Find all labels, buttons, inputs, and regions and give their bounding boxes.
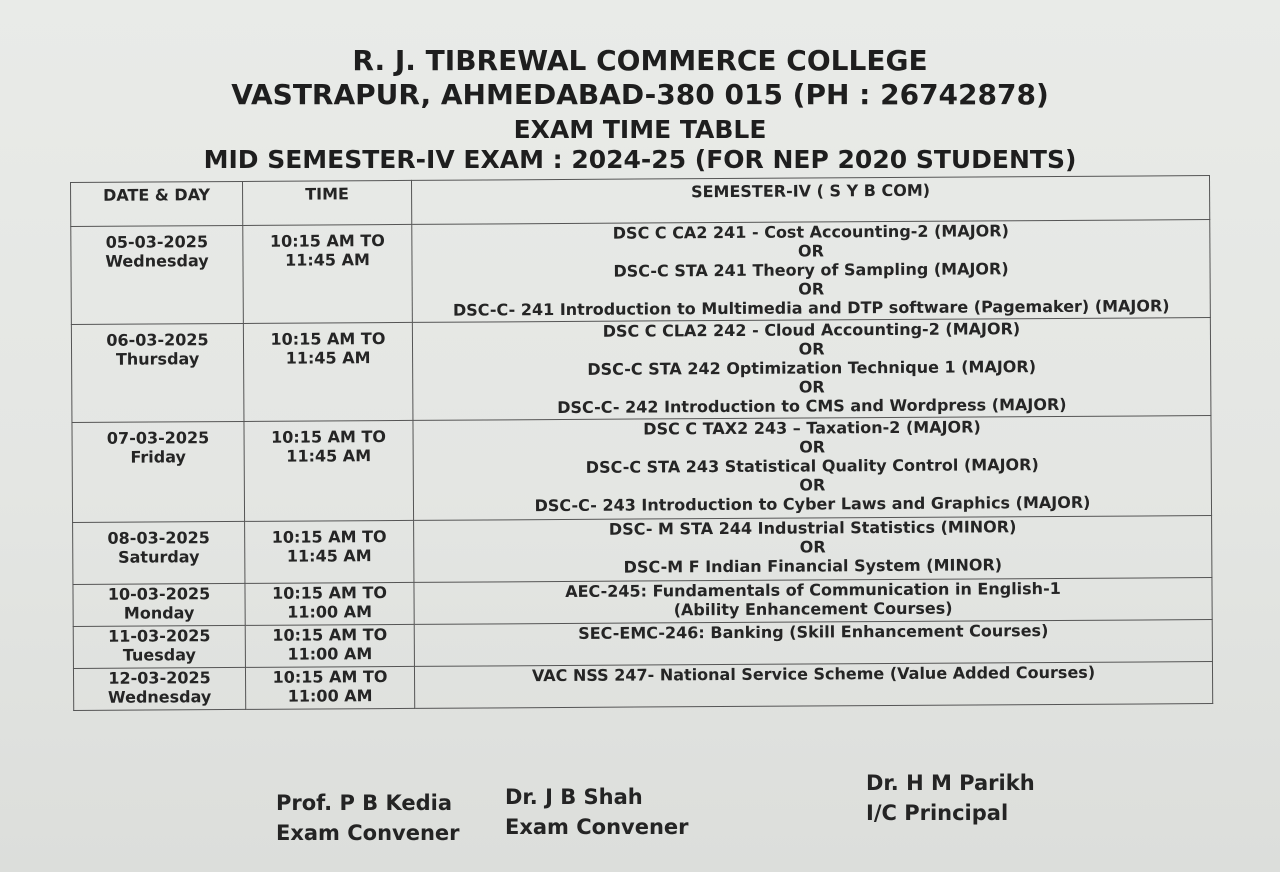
subject-line: SEC-EMC-246: Banking (Skill Enhancement Courses)	[578, 621, 1049, 643]
date-cell	[73, 667, 245, 710]
exam-day: Wednesday	[105, 251, 209, 271]
signatory-role: Exam Convener	[505, 815, 689, 839]
subject-line: DSC-C STA 243 Statistical Quality Control (MAJOR)	[585, 455, 1039, 477]
time-cell	[244, 420, 414, 521]
time-start: 10:15 AM TO	[269, 231, 385, 251]
header-date-day: DATE & DAY	[71, 181, 243, 226]
exam-title: MID SEMESTER-IV EXAM : 2024-25 (FOR NEP 2020 STUDENTS)	[203, 145, 1077, 174]
subject-cell	[414, 578, 1212, 625]
subject-line: DSC C CLA2 242 - Cloud Accounting-2 (MAJOR)	[602, 319, 1021, 341]
time-start: 10:15 AM TO	[272, 583, 388, 603]
signatory-role: Exam Convener	[276, 821, 460, 845]
exam-date: 11-03-2025	[108, 626, 211, 646]
exam-date: 10-03-2025	[107, 584, 211, 604]
exam-day: Tuesday	[122, 645, 196, 665]
subject-line: DSC-C- 243 Introduction to Cyber Laws and Graphics (MAJOR)	[534, 492, 1091, 516]
time-start: 10:15 AM TO	[272, 667, 388, 687]
subject-line: DSC-M F Indian Financial System (MINOR)	[623, 555, 1003, 577]
college-address: VASTRAPUR, AHMEDABAD-380 015 (PH : 26742878)	[231, 78, 1049, 111]
time-cell	[245, 666, 414, 709]
subject-line: DSC- M STA 244 Industrial Statistics (MINOR)	[608, 517, 1017, 539]
time-end: 11:45 AM	[286, 446, 372, 466]
exam-date: 12-03-2025	[108, 668, 211, 688]
header-semester: SEMESTER-IV ( S Y B COM)	[411, 176, 1209, 225]
time-end: 11:00 AM	[287, 686, 373, 706]
time-start: 10:15 AM TO	[271, 527, 387, 547]
table-row	[73, 516, 1212, 585]
time-end: 11:45 AM	[285, 348, 371, 368]
subject-line: OR	[797, 241, 824, 261]
signature-block-shah	[505, 782, 689, 842]
table-row	[73, 620, 1212, 669]
time-end: 11:45 AM	[286, 546, 372, 566]
subject-line: DSC C CA2 241 - Cost Accounting-2 (MAJOR)	[612, 221, 1009, 243]
time-cell	[243, 322, 413, 421]
subject-line: OR	[799, 437, 826, 457]
date-cell	[71, 323, 244, 422]
subject-line: DSC C TAX2 243 – Taxation-2 (MAJOR)	[643, 417, 981, 439]
subject-line: (Ability Enhancement Courses)	[673, 598, 953, 620]
signatory-name: Prof. P B Kedia	[276, 791, 453, 815]
date-cell	[71, 225, 244, 324]
signatory-name: Dr. H M Parikh	[866, 771, 1035, 795]
header-time: TIME	[242, 180, 411, 225]
time-cell	[245, 582, 414, 625]
subject-line: DSC-C STA 241 Theory of Sampling (MAJOR)	[613, 259, 1009, 281]
date-cell	[73, 583, 245, 626]
subject-cell	[414, 516, 1212, 583]
document-title: EXAM TIME TABLE	[513, 115, 767, 144]
date-cell	[73, 625, 245, 668]
table-row	[73, 578, 1212, 627]
time-cell	[245, 624, 414, 667]
exam-day: Monday	[123, 603, 195, 623]
subject-cell	[414, 662, 1212, 709]
subject-line: DSC-C- 241 Introduction to Multimedia and DTP software (Pagemaker) (MAJOR)	[452, 296, 1170, 320]
subject-cell	[414, 620, 1212, 667]
subject-cell	[412, 318, 1211, 421]
table-row	[73, 662, 1212, 711]
signature-block-parikh	[866, 768, 1035, 828]
subject-line: OR	[799, 537, 826, 557]
subject-line: DSC-C STA 242 Optimization Technique 1 (MAJOR)	[587, 357, 1037, 379]
exam-day: Wednesday	[107, 687, 212, 707]
signatory-name: Dr. J B Shah	[505, 785, 643, 809]
subject-line: OR	[798, 279, 825, 299]
table-header-row	[71, 176, 1210, 227]
exam-day: Thursday	[115, 349, 200, 369]
time-cell	[245, 520, 414, 583]
college-name: R. J. TIBREWAL COMMERCE COLLEGE	[352, 44, 928, 77]
signatory-role: I/C Principal	[866, 801, 1009, 825]
exam-date: 07-03-2025	[106, 428, 210, 448]
exam-day: Friday	[130, 447, 186, 467]
time-cell	[243, 224, 413, 323]
subject-cell	[412, 220, 1211, 323]
time-end: 11:00 AM	[287, 644, 373, 664]
date-cell	[73, 521, 245, 584]
time-start: 10:15 AM TO	[270, 329, 386, 349]
subject-line: VAC NSS 247- National Service Scheme (Value Added Courses)	[531, 662, 1096, 686]
time-start: 10:15 AM TO	[271, 427, 387, 447]
date-cell	[72, 421, 245, 522]
time-end: 11:45 AM	[285, 250, 370, 270]
subject-cell	[413, 416, 1212, 521]
table-row	[71, 318, 1211, 423]
time-start: 10:15 AM TO	[272, 625, 388, 645]
exam-day: Saturday	[118, 547, 200, 567]
exam-date: 08-03-2025	[107, 528, 210, 548]
signature-block-kedia	[276, 788, 460, 848]
exam-date: 06-03-2025	[106, 330, 209, 350]
exam-timetable	[70, 175, 1213, 711]
time-end: 11:00 AM	[287, 602, 373, 622]
table-row	[71, 220, 1211, 325]
subject-line: OR	[799, 475, 826, 495]
table-row	[72, 416, 1212, 523]
exam-date: 05-03-2025	[105, 232, 209, 252]
subject-line: DSC-C- 242 Introduction to CMS and Wordpress (MAJOR)	[557, 394, 1067, 418]
subject-line: AEC-245: Fundamentals of Communication in English-1	[565, 578, 1061, 601]
subject-line: OR	[798, 377, 825, 397]
subject-line: OR	[798, 339, 825, 359]
